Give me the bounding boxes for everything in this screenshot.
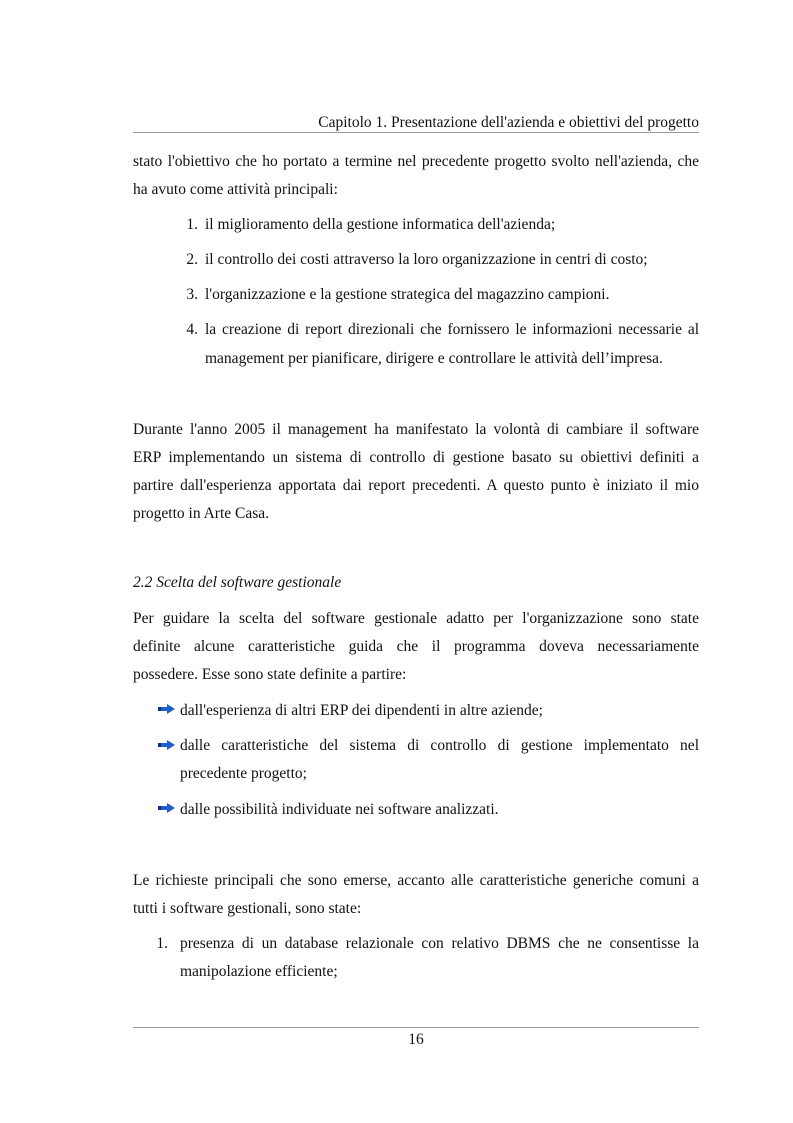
list-text-continued: precedente progetto; (180, 765, 307, 782)
list-number: 1. (156, 935, 168, 952)
list-text: il miglioramento della gestione informatica dell'azienda; (205, 216, 556, 233)
footer-rule (133, 1027, 699, 1028)
paragraph-line: Durante l'anno 2005 il management ha manifestato la volontà di cambiare il software (133, 421, 699, 438)
list-number: 1. (186, 216, 198, 233)
list-text-continued: management per pianificare, dirigere e controllare le attività dell’impresa. (205, 350, 663, 367)
list-number: 4. (186, 321, 198, 338)
list-text: dalle caratteristiche del sistema di controllo di gestione implementato nel (180, 737, 699, 754)
paragraph-line: tutti i software gestionali, sono state: (133, 900, 362, 917)
paragraph-line: Le richieste principali che sono emerse, accanto alle caratteristiche generiche comuni a (133, 872, 699, 889)
running-header: Capitolo 1. Presentazione dell'azienda e obiettivi del progetto (318, 114, 699, 131)
list-text: dall'esperienza di altri ERP dei dipendenti in altre aziende; (180, 702, 543, 719)
arrow-bullet-icon (158, 704, 175, 714)
paragraph-line: ERP implementando un sistema di controllo di gestione basato su obiettivi definiti a (133, 449, 699, 466)
page-number: 16 (408, 1031, 424, 1048)
list-number: 3. (186, 286, 198, 303)
paragraph-line: partire dall'esperienza apportata dai report precedenti. A questo punto è iniziato il mio (133, 477, 699, 494)
list-text: dalle possibilità individuate nei software analizzati. (180, 801, 499, 818)
section-heading: 2.2 Scelta del software gestionale (133, 574, 342, 591)
arrow-bullet-icon (158, 803, 175, 813)
paragraph-line: Per guidare la scelta del software gestionale adatto per l'organizzazione sono state (133, 610, 699, 627)
paragraph-line: definite alcune caratteristiche guida che il programma doveva necessariamente (133, 638, 699, 655)
header-rule (133, 132, 699, 133)
list-text: il controllo dei costi attraverso la loro organizzazione in centri di costo; (205, 251, 648, 268)
list-number: 2. (186, 251, 198, 268)
list-text: la creazione di report direzionali che fornissero le informazioni necessarie al (205, 321, 699, 338)
paragraph-line: possedere. Esse sono state definite a partire: (133, 666, 407, 683)
paragraph-line: progetto in Arte Casa. (133, 505, 270, 522)
list-text: l'organizzazione e la gestione strategica del magazzino campioni. (205, 286, 610, 303)
intro-line-1: stato l'obiettivo che ho portato a termine nel precedente progetto svolto nell'azienda, che (133, 153, 699, 170)
list-text-continued: manipolazione efficiente; (180, 963, 338, 980)
arrow-bullet-icon (158, 740, 175, 750)
intro-line-2: ha avuto come attività principali: (133, 181, 338, 198)
list-text: presenza di un database relazionale con relativo DBMS che ne consentisse la (180, 935, 699, 952)
